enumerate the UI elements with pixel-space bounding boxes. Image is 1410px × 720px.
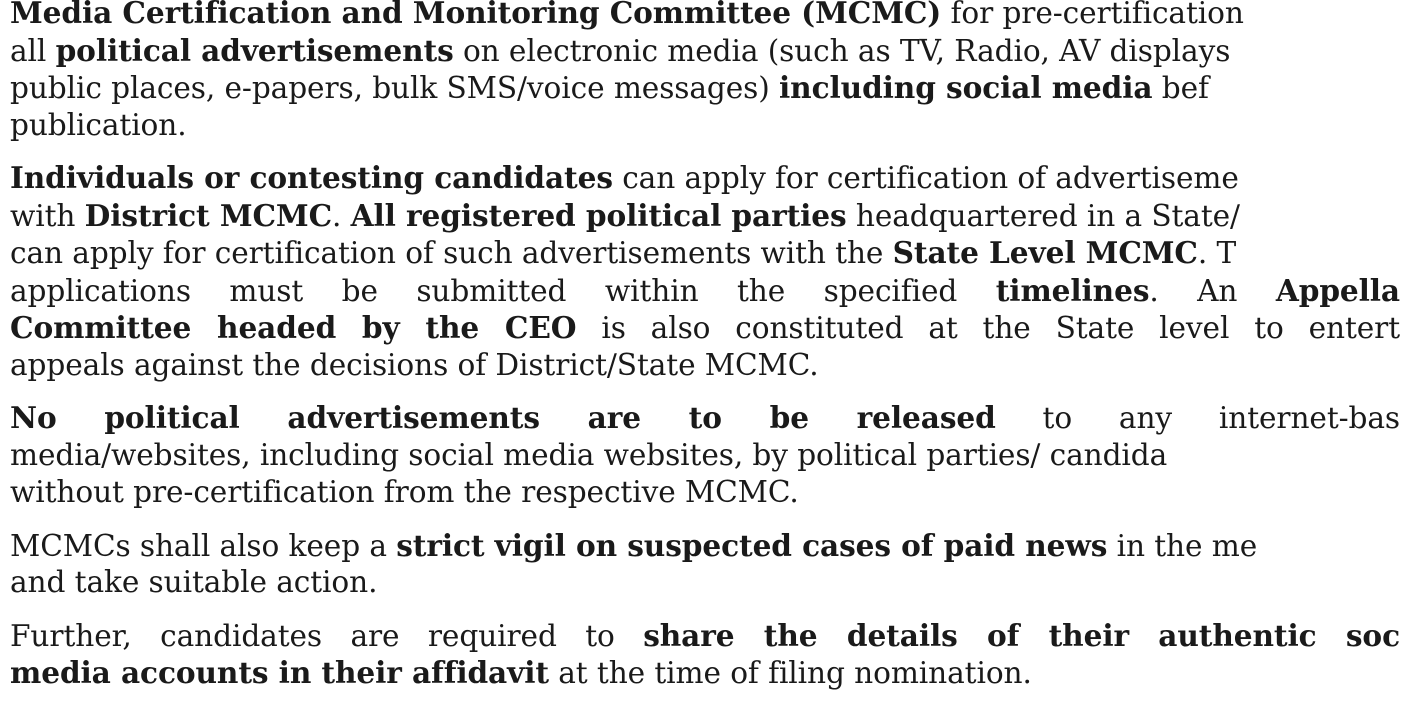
text-line (10, 527, 1410, 565)
text-line (10, 272, 1410, 310)
paragraph (10, 617, 1410, 692)
body-text: is also constituted at the State level to entert (576, 311, 1400, 345)
body-text: appeals against the decisions of District/State MCMC. (10, 347, 819, 382)
text-line (10, 654, 1410, 692)
body-text: without pre-certification from the respective MCMC. (10, 475, 799, 509)
document-body (10, 0, 1410, 692)
body-text: can apply for certification of such advertisements with the (10, 236, 893, 270)
bold-text: District MCMC (84, 197, 333, 233)
text-line (10, 347, 1410, 385)
bold-text: Appella (1275, 272, 1400, 308)
bold-text: State Level MCMC (892, 235, 1198, 270)
text-line (10, 564, 1410, 602)
bold-text: Individuals or contesting candidates (10, 160, 613, 195)
bold-text: including social media (779, 70, 1153, 105)
paragraph (10, 159, 1410, 384)
text-line (10, 234, 1410, 272)
body-text: to any internet-bas (995, 401, 1400, 435)
paragraph (10, 0, 1410, 144)
text-line (10, 0, 1410, 32)
bold-text: share the details of their authentic soc (643, 617, 1400, 653)
bold-text: timelines (995, 272, 1150, 308)
text-line (10, 107, 1410, 145)
text-line (10, 399, 1410, 437)
body-text: at the time of filing nomination. (548, 656, 1032, 690)
bold-text: No political advertisements are to be released (10, 400, 996, 435)
body-text: . T (1197, 236, 1237, 270)
bold-text: Committee headed by the CEO (10, 310, 577, 345)
text-line (10, 159, 1410, 197)
bold-text: All registered political parties (350, 197, 847, 233)
text-line (10, 69, 1410, 107)
body-text: . An (1149, 273, 1276, 308)
bold-text: strict vigil on suspected cases of paid news (396, 527, 1108, 563)
paragraph (10, 527, 1410, 602)
body-text: can apply for certification of advertiseme (612, 161, 1239, 195)
body-text: on electronic media (such as TV, Radio, AV displays (453, 33, 1231, 68)
body-text: in the me (1107, 528, 1258, 563)
document-page (10, 0, 1410, 692)
body-text: headquartered in a State/ (846, 198, 1240, 233)
body-text: public places, e-papers, bulk SMS/voice messages) (10, 71, 780, 105)
body-text: media/websites, including social media websites, by political parties/ candida (10, 437, 1168, 472)
bold-text: media accounts in their affidavit (10, 655, 549, 690)
body-text: and take suitable action. (10, 565, 378, 599)
bold-text: Media Certification and Monitoring Committee (MCMC) (10, 0, 942, 30)
body-text: with (10, 198, 85, 233)
body-text: MCMCs shall also keep a (10, 528, 397, 563)
body-text: applications must be submitted within the specified (10, 273, 996, 308)
paragraph (10, 399, 1410, 512)
text-line (10, 474, 1410, 512)
text-line (10, 197, 1410, 235)
body-text: for pre-certification (941, 0, 1244, 30)
bold-text: political advertisements (55, 32, 454, 68)
text-line (10, 32, 1410, 70)
text-line (10, 617, 1410, 655)
body-text: all (10, 33, 56, 68)
body-text: . (332, 198, 351, 233)
body-text: publication. (10, 107, 187, 142)
body-text: Further, candidates are required to (10, 618, 644, 653)
text-line (10, 309, 1410, 347)
text-line (10, 437, 1410, 475)
body-text: bef (1152, 71, 1209, 105)
